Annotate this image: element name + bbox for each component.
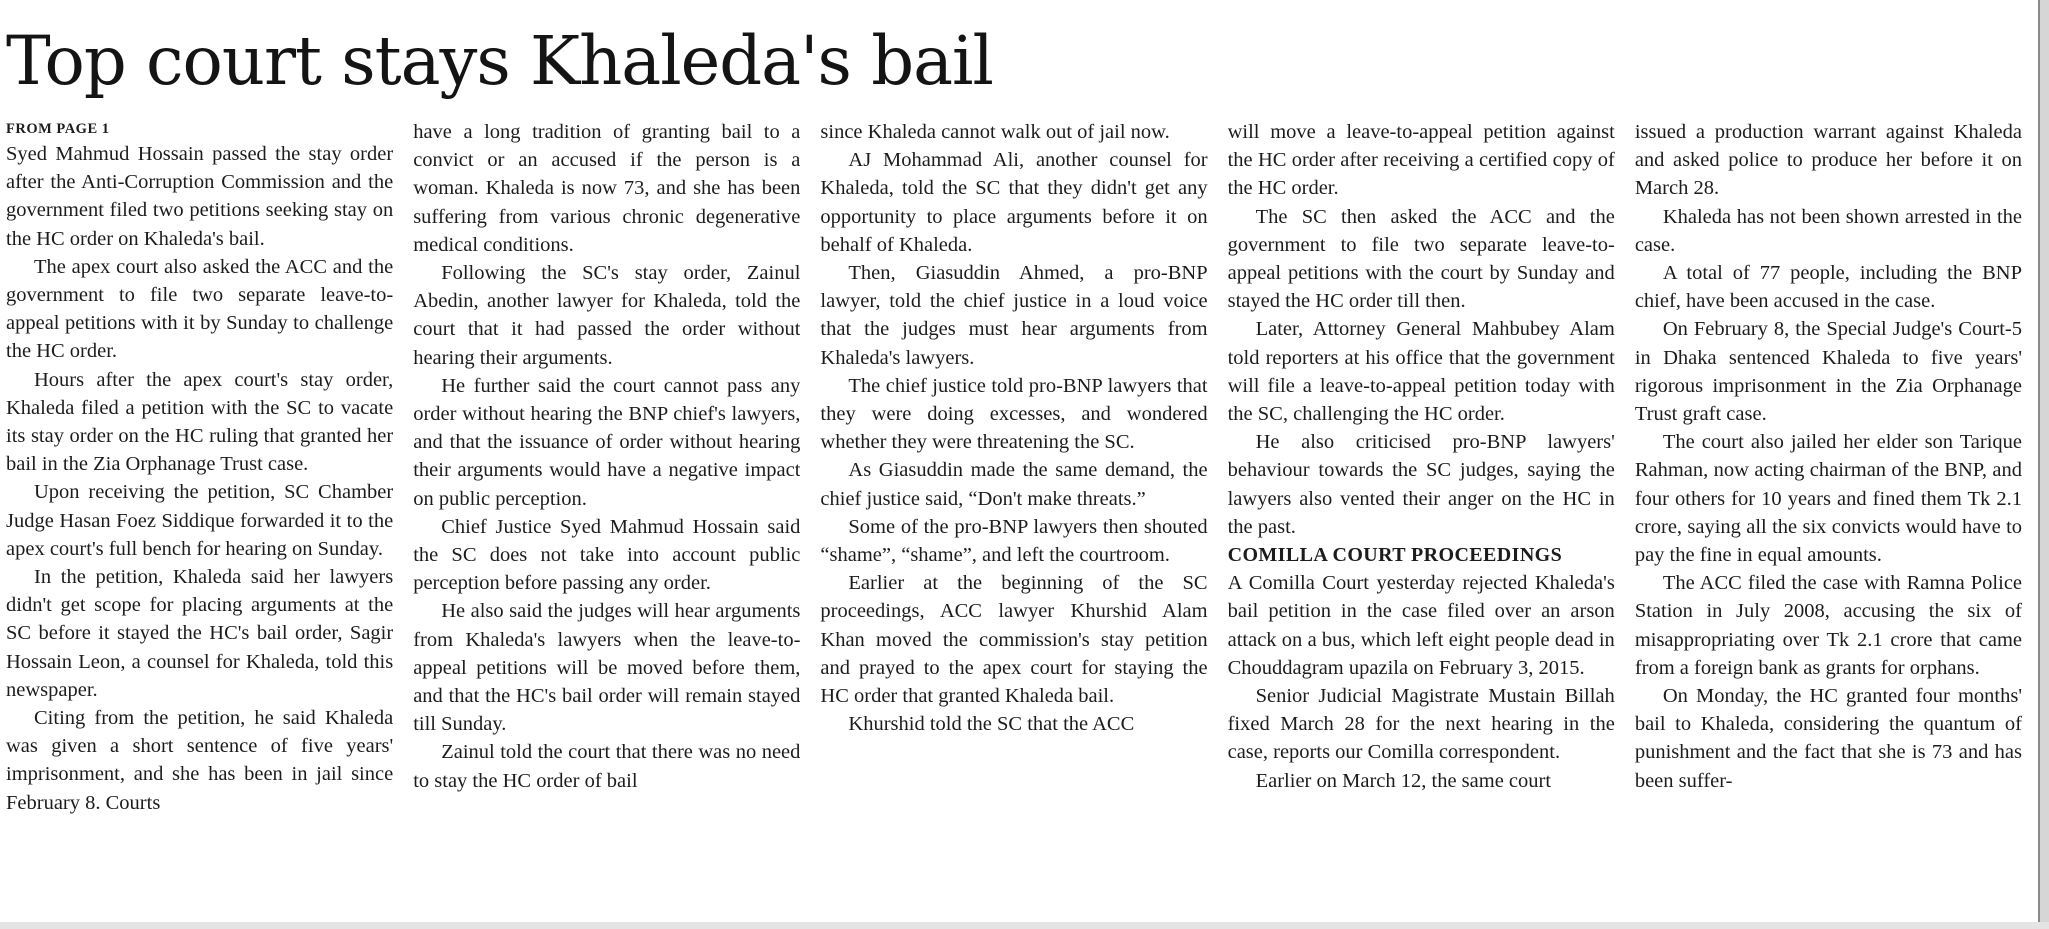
- paragraph: have a long tradition of granting bail to a convict or an accused if the person is a woman. Khaleda is now 73, and she has been suffering from various chronic degenerative medical conditions.: [413, 121, 801, 256]
- paragraph: The apex court also asked the ACC and the government to file two separate leave-to-appeal petitions with it by Sunday to challenge the HC order.: [6, 255, 394, 363]
- paragraph: A Comilla Court yesterday rejected Khaleda's bail petition in the case filed over an arson attack on a bus, which left eight people dead in Chouddagram upazila on February 3, 2015.: [1227, 572, 1615, 679]
- paragraph: issued a production warrant against Khaleda and asked police to produce her before it on March 28.: [1634, 121, 2023, 200]
- column-2: [413, 118, 800, 926]
- paragraph: Zainul told the court that there was no need to stay the HC order of bail: [413, 741, 801, 792]
- kicker: FROM PAGE 1: [6, 121, 110, 137]
- paragraph: The court also jailed her elder son Tarique Rahman, now acting chairman of the BNP, and four others for 10 years and fined them Tk 2.1 crore, saying all the six convicts would have to pay the fine in equal amounts.: [1634, 431, 2023, 567]
- paragraph: Hours after the apex court's stay order, Khaleda filed a petition with the SC to vacate its stay order on the HC ruling that granted her bail in the Zia Orphanage Trust case.: [6, 368, 394, 476]
- paragraph: On Monday, the HC granted four months' bail to Khaleda, considering the quantum of punishment and the fact that she is 73 and has been suffer-: [1634, 685, 2023, 792]
- paragraph: Khaleda has not been shown arrested in the case.: [1634, 205, 2023, 256]
- paragraph: AJ Mohammad Ali, another counsel for Khaleda, told the SC that they didn't get any opportunity to place arguments before it on behalf of Khaleda.: [820, 149, 1208, 256]
- paragraph: The ACC filed the case with Ramna Police Station in July 2008, accusing the six of misappropriating over Tk 2.1 crore that came from a foreign bank as grants for orphans.: [1634, 572, 2023, 679]
- paragraph: will move a leave-to-appeal petition against the HC order after receiving a certified copy of the HC order.: [1227, 121, 1615, 200]
- column-1: [6, 118, 393, 926]
- paragraph: As Giasuddin made the same demand, the chief justice said, “Don't make threats.”: [820, 459, 1208, 510]
- paragraph: Upon receiving the petition, SC Chamber Judge Hasan Foez Siddique forwarded it to the apex court's full bench for hearing on Sunday.: [6, 481, 394, 560]
- paragraph: In the petition, Khaleda said her lawyers didn't get scope for placing arguments at the SC before it stayed the HC's bail order, Sagir Hossain Leon, a counsel for Khaleda, told this newspaper.: [6, 566, 394, 701]
- paragraph: Syed Mahmud Hossain passed the stay order after the Anti-Corruption Commission and the government filed two petitions seeking stay on the HC order on Khaleda's bail.: [6, 143, 394, 250]
- column-3: [820, 118, 1207, 926]
- paragraph: Chief Justice Syed Mahmud Hossain said the SC does not take into account public perception before passing any order.: [413, 515, 801, 595]
- paragraph: The chief justice told pro-BNP lawyers that they were doing excesses, and wondered whether they were threatening the SC.: [820, 374, 1208, 454]
- paragraph: He also said the judges will hear arguments from Khaleda's lawyers when the leave-to-appeal petitions will be moved before them, and that the HC's bail order will remain stayed till Sunday.: [413, 600, 801, 736]
- paragraph: Earlier at the beginning of the SC proceedings, ACC lawyer Khurshid Alam Khan moved the commission's stay petition and prayed to the apex court for staying the HC order that granted Khaleda bail.: [820, 572, 1208, 708]
- column-5: [1635, 118, 2022, 926]
- page-edge-shadow: [2040, 0, 2049, 929]
- paragraph: Citing from the petition, he said Khaleda was given a short sentence of five years' imprisonment, and she has been in jail since February 8. Courts: [6, 707, 394, 814]
- paragraph: Senior Judicial Magistrate Mustain Billah fixed March 28 for the next hearing in the case, reports our Comilla correspondent.: [1227, 685, 1615, 764]
- paragraph: He further said the court cannot pass any order without hearing the BNP chief's lawyers, and that the issuance of order without hearing their arguments would have a negative impact on public perception.: [413, 374, 801, 510]
- paragraph: Later, Attorney General Mahbubey Alam told reporters at his office that the government will file a leave-to-appeal petition today with the SC, challenging the HC order.: [1227, 318, 1615, 426]
- column-4: [1228, 118, 1615, 926]
- paragraph: Following the SC's stay order, Zainul Abedin, another lawyer for Khaleda, told the court that it had passed the order without hearing their arguments.: [413, 262, 801, 369]
- paragraph: A total of 77 people, including the BNP chief, have been accused in the case.: [1634, 262, 2023, 313]
- page-bottom-shadow: [0, 922, 2049, 929]
- paragraph: Khurshid told the SC that the ACC: [848, 713, 1135, 736]
- paragraph: Earlier on March 12, the same court: [1255, 769, 1552, 792]
- paragraph: Some of the pro-BNP lawyers then shouted “shame”, “shame”, and left the courtroom.: [820, 515, 1208, 567]
- paragraph: since Khaleda cannot walk out of jail now.: [820, 121, 1170, 143]
- paragraph: Then, Giasuddin Ahmed, a pro-BNP lawyer, told the chief justice in a loud voice that the judges must hear arguments from Khaleda's lawyers.: [820, 262, 1208, 369]
- paragraph: He also criticised pro-BNP lawyers' behaviour towards the SC judges, saying the lawyers also vented their anger on the HC in the past.: [1227, 431, 1615, 538]
- paragraph: On February 8, the Special Judge's Court-5 in Dhaka sentenced Khaleda to five years' rigorous imprisonment in the Zia Orphanage Trust graft case.: [1634, 318, 2023, 426]
- headline: Top court stays Khaleda's bail: [6, 22, 993, 100]
- paragraph: The SC then asked the ACC and the government to file two separate leave-to-appeal petitions with the court by Sunday and stayed the HC order till then.: [1227, 205, 1615, 313]
- article-body: [6, 118, 2022, 926]
- subheading: COMILLA COURT PROCEEDINGS: [1227, 544, 1563, 567]
